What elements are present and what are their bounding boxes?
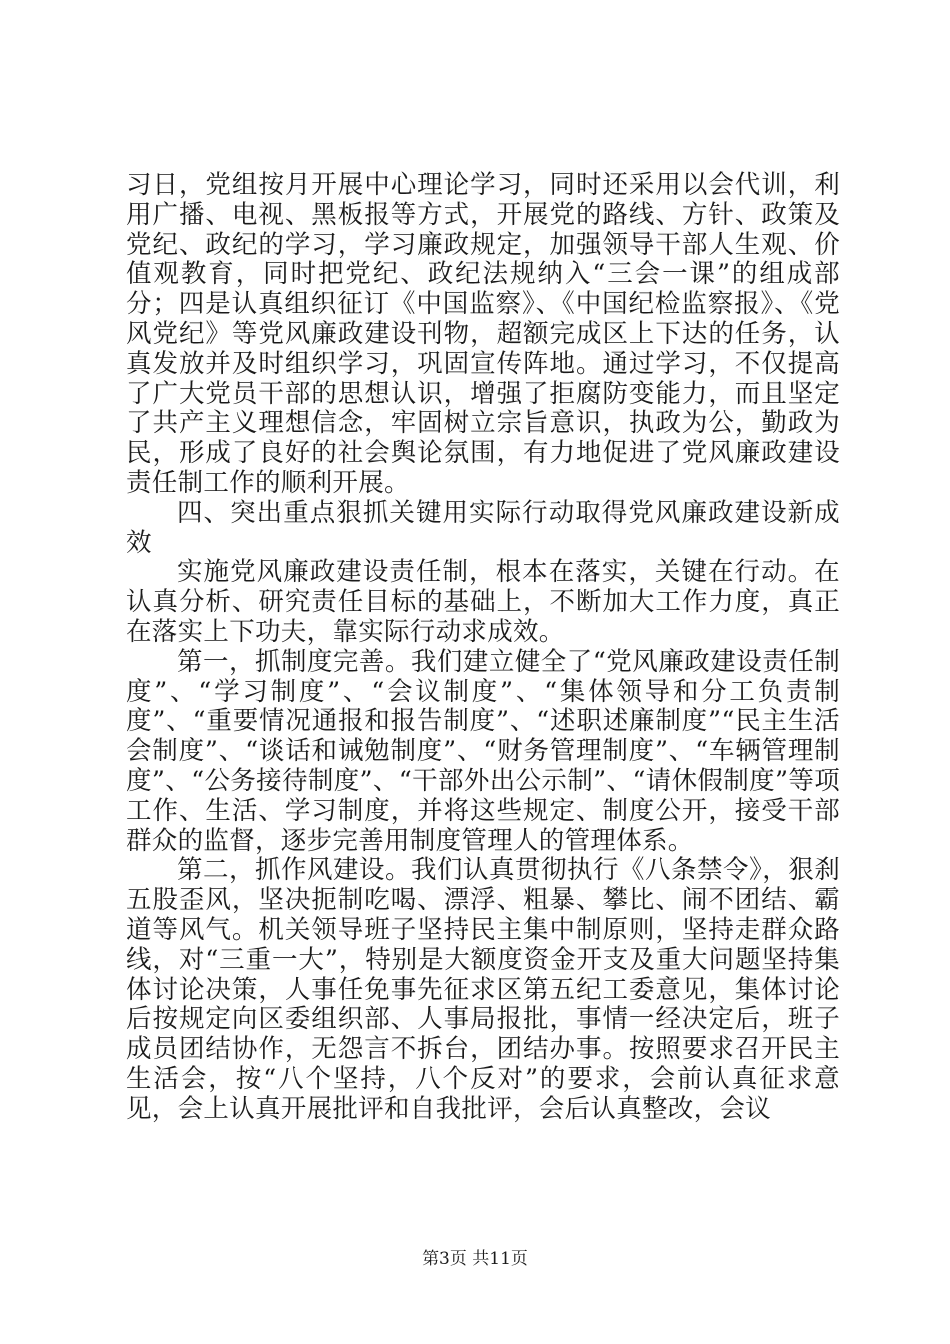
page-number-footer: 第3页 共11页 xyxy=(422,1249,528,1269)
section-heading: 四、突出重点狠抓关键用实际行动取得党风廉政建设新成效 xyxy=(126,497,840,558)
document-body xyxy=(126,171,840,1125)
paragraph-continuation: 习日，党组按月开展中心理论学习，同时还采用以会代训，利用广播、电视、黑板报等方式，开展党的路线、方针、政策及党纪、政纪的学习，学习廉政规定，加强领导干部人生观、价值观教育，同时把党纪、政纪法规纳入“三会一课”的组成部分；四是认真组织征订《中国监察》、《中国纪检监察报》、《党风党纪》等党风廉政建设刊物，超额完成区上下达的任务，认真发放并及时组织学习，巩固宣传阵地。通过学习，不仅提高了广大党员干部的思想认识，增强了拒腐防变能力，而且坚定了共产主义理想信念，牢固树立宗旨意识，执政为公，勤政为民，形成了良好的社会舆论氛围，有力地促进了党风廉政建设责任制工作的顺利开展。 xyxy=(126,170,840,498)
paragraph-system-improvement: 第一，抓制度完善。我们建立健全了“党风廉政建设责任制度”、“学习制度”、“会议制度”、“集体领导和分工负责制度”、“重要情况通报和报告制度”、“述职述廉制度”“民主生活会制度”、“谈话和诫勉制度”、“财务管理制度”、“车辆管理制度”、“公务接待制度”、“干部外出公示制”、“请休假制度”等项工作、生活、学习制度，并将这些规定、制度公开，接受干部群众的监督，逐步完善用制度管理人的管理体系。 xyxy=(126,646,840,856)
paragraph-work-style: 第二，抓作风建设。我们认真贯彻执行《八条禁令》，狠刹五股歪风，坚决扼制吃喝、漂浮、粗暴、攀比、闹不团结、霸道等风气。机关领导班子坚持民主集中制原则，坚持走群众路线，对“三重一大”，特别是大额度资金开支及重大问题坚持集体讨论决策，人事任免事先征求区第五纪工委意见，集体讨论后按规定向区委组织部、人事局报批，事情一经决定后，班子成员团结协作，无怨言不拆台，团结办事。按照要求召开民主生活会，按“八个坚持，八个反对”的要求，会前认真征求意见，会上认真开展批评和自我批评，会后认真整改，会议 xyxy=(126,855,840,1124)
paragraph-intro: 实施党风廉政建设责任制，根本在落实，关键在行动。在认真分析、研究责任目标的基础上，不断加大工作力度，真正在落实上下功夫，靠实际行动求成效。 xyxy=(126,557,840,647)
